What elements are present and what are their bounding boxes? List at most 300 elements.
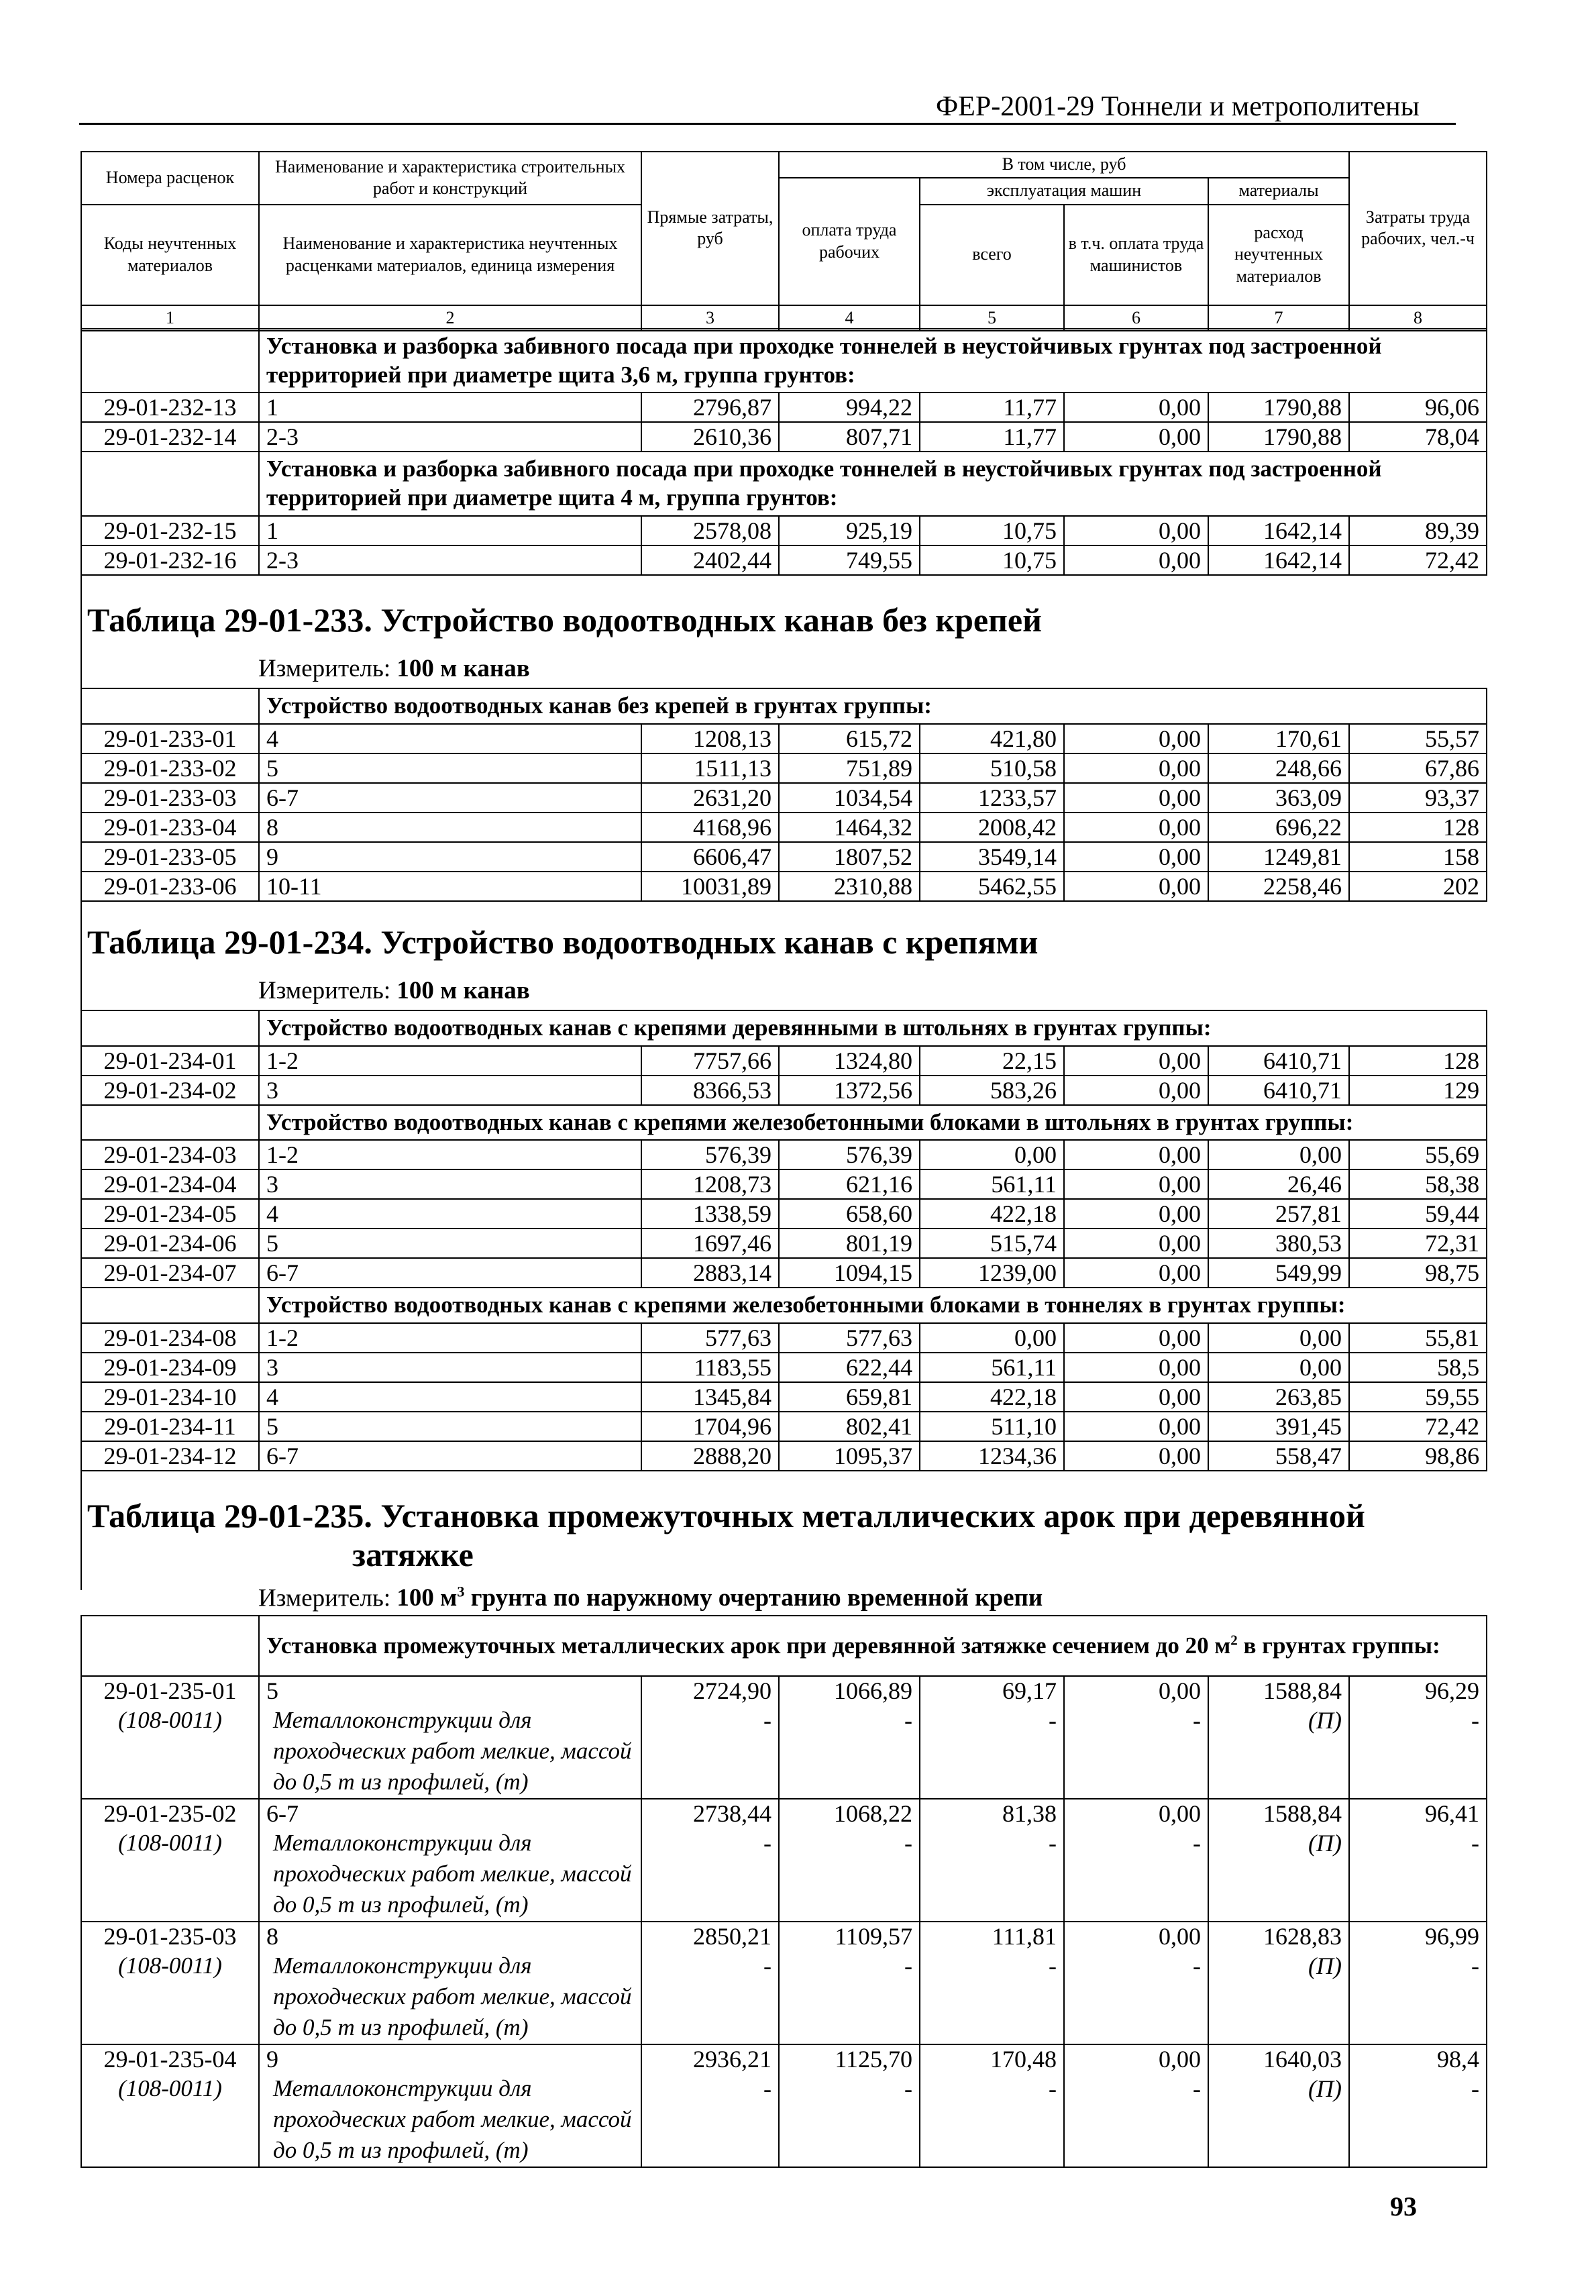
table-234-meter (258, 976, 530, 1005)
table-cell: 5 (259, 753, 641, 783)
header-name-col: Наименование и характеристика строительных работ и конструкций (259, 152, 641, 205)
table-cell: 81,38 (920, 1799, 1064, 1828)
table-cell: 4168,96 (641, 813, 779, 842)
table-cell: 801,19 (779, 1229, 920, 1258)
table-cell: 29-01-234-07 (81, 1258, 259, 1288)
table-cell: 29-01-232-15 (81, 516, 259, 545)
table-row (81, 1382, 1487, 1412)
table-cell: 5462,55 (920, 872, 1064, 901)
table-cell: 1234,36 (920, 1441, 1064, 1471)
header-including: В том числе, руб (779, 152, 1349, 178)
table-cell: 10,75 (920, 545, 1064, 575)
section-caption (259, 1616, 1487, 1676)
section-caption: Устройство водоотводных канав с крепями железобетонными блоками в штольнях в грунтах группы: (259, 1105, 1487, 1141)
table-cell: 1704,96 (641, 1412, 779, 1441)
table-cell: 22,15 (920, 1046, 1064, 1076)
table-cell: 2738,44 (641, 1799, 779, 1828)
section-232-table (81, 328, 1487, 576)
table-cell: 2258,46 (1208, 872, 1349, 901)
table-235-title (87, 1496, 1365, 1574)
table-cell: 994,22 (779, 393, 920, 422)
table-row (81, 783, 1487, 813)
meter-label: Измеритель: (258, 977, 391, 1004)
table-cell: 29-01-234-04 (81, 1169, 259, 1199)
table-cell: 29-01-233-02 (81, 753, 259, 783)
table-cell: 29-01-232-14 (81, 422, 259, 452)
material-cell: Металлоконструкции для проходческих работ мелкие, массой до 0,5 т из профилей, (т) (259, 2073, 641, 2167)
table-row (81, 1412, 1487, 1441)
material-cell: - (1349, 1950, 1487, 2044)
table-cell: 29-01-232-16 (81, 545, 259, 575)
col-number: 6 (1064, 305, 1208, 331)
table-cell: 1588,84 (1208, 1799, 1349, 1828)
table-cell: 29-01-233-05 (81, 842, 259, 872)
table-row (81, 1922, 1487, 1950)
meter-sup: 3 (457, 1583, 465, 1600)
material-cell: - (779, 2073, 920, 2167)
material-row (81, 2073, 1487, 2167)
material-row (81, 1828, 1487, 1922)
table-cell: 8366,53 (641, 1076, 779, 1105)
table-row (81, 1076, 1487, 1105)
table-cell: 549,99 (1208, 1258, 1349, 1288)
table-row (81, 422, 1487, 452)
table-cell: 2402,44 (641, 545, 779, 575)
table-235 (81, 1615, 1487, 2168)
material-cell: - (641, 1828, 779, 1922)
table-cell: 561,11 (920, 1169, 1064, 1199)
material-cell: (П) (1208, 1828, 1349, 1922)
table-cell: 2850,21 (641, 1922, 779, 1950)
table-cell: 0,00 (1064, 422, 1208, 452)
col-number: 1 (81, 305, 259, 331)
header-labor-hours: Затраты труда рабочих, чел.-ч (1349, 152, 1487, 305)
table-cell: 576,39 (779, 1140, 920, 1169)
table-cell: 0,00 (1064, 2044, 1208, 2073)
table-row (81, 2044, 1487, 2073)
table-cell: 3549,14 (920, 842, 1064, 872)
table-cell: 98,4 (1349, 2044, 1487, 2073)
table-cell: 0,00 (1064, 753, 1208, 783)
table-cell: 1642,14 (1208, 516, 1349, 545)
table-cell: 96,41 (1349, 1799, 1487, 1828)
table-cell: 67,86 (1349, 753, 1487, 783)
table-cell: 4 (259, 724, 641, 753)
table-cell: 5 (259, 1229, 641, 1258)
table-cell: 2631,20 (641, 783, 779, 813)
table-row (81, 842, 1487, 872)
material-cell: Металлоконструкции для проходческих работ мелкие, массой до 0,5 т из профилей, (т) (259, 1950, 641, 2044)
table-cell: 0,00 (1064, 1229, 1208, 1258)
table-cell: 577,63 (641, 1323, 779, 1353)
table-row (81, 1229, 1487, 1258)
table-cell: 1640,03 (1208, 2044, 1349, 2073)
caption-text: в грунтах группы: (1243, 1632, 1440, 1659)
table-cell: 0,00 (1064, 724, 1208, 753)
table-cell: 0,00 (1064, 1199, 1208, 1229)
table-cell: 380,53 (1208, 1229, 1349, 1258)
table-cell: 96,99 (1349, 1922, 1487, 1950)
table-cell: 10,75 (920, 516, 1064, 545)
table-row (81, 1140, 1487, 1169)
table-row (81, 1353, 1487, 1382)
page-number: 93 (1390, 2191, 1417, 2222)
material-cell: - (779, 1828, 920, 1922)
table-cell: 6-7 (259, 1441, 641, 1471)
table-cell: 0,00 (1064, 1441, 1208, 1471)
table-cell: 202 (1349, 872, 1487, 901)
table-233 (81, 688, 1487, 902)
meter-tail: грунта по наружному очертанию временной крепи (470, 1584, 1043, 1612)
table-cell: 29-01-235-03 (81, 1922, 259, 1950)
table-cell: 170,48 (920, 2044, 1064, 2073)
table-cell: 58,38 (1349, 1169, 1487, 1199)
table-cell: 583,26 (920, 1076, 1064, 1105)
table-cell: 1-2 (259, 1046, 641, 1076)
table-cell: 29-01-233-01 (81, 724, 259, 753)
header-total: всего (920, 205, 1064, 305)
table-cell: 7757,66 (641, 1046, 779, 1076)
table-cell: 1338,59 (641, 1199, 779, 1229)
table-cell: 10031,89 (641, 872, 779, 901)
table-235-title-line2: затяжке (352, 1536, 474, 1573)
table-cell: 78,04 (1349, 422, 1487, 452)
col-number: 2 (259, 305, 641, 331)
table-cell: 55,69 (1349, 1140, 1487, 1169)
material-cell: - (1064, 1828, 1208, 1922)
section-232-caption2 (81, 452, 1487, 515)
section-caption: Устройство водоотводных канав с крепями деревянными в штольнях в грунтах группы: (259, 1010, 1487, 1046)
col-number: 4 (779, 305, 920, 331)
table-cell: 1239,00 (920, 1258, 1064, 1288)
table-cell: 29-01-234-05 (81, 1199, 259, 1229)
section-caption: Устройство водоотводных канав с крепями железобетонными блоками в тоннелях в грунтах группы: (259, 1288, 1487, 1323)
table-cell: 11,77 (920, 393, 1064, 422)
material-cell: (П) (1208, 2073, 1349, 2167)
table-234 (81, 1010, 1487, 1471)
table-cell: 111,81 (920, 1922, 1064, 1950)
table-cell: 421,80 (920, 724, 1064, 753)
table-cell: 129 (1349, 1076, 1487, 1105)
table-cell: 2610,36 (641, 422, 779, 452)
material-cell: - (1349, 2073, 1487, 2167)
table-cell: 659,81 (779, 1382, 920, 1412)
table-cell: 1068,22 (779, 1799, 920, 1828)
material-cell: - (920, 2073, 1064, 2167)
table-233-meter (258, 654, 530, 683)
table-cell: 98,86 (1349, 1441, 1487, 1471)
table-cell: 0,00 (1064, 516, 1208, 545)
header-materials: материалы (1208, 178, 1349, 205)
table-cell: 6606,47 (641, 842, 779, 872)
material-cell: - (1349, 1828, 1487, 1922)
table-234-title: Таблица 29-01-234. Устройство водоотводных канав с крепями (87, 923, 1039, 961)
material-cell: (П) (1208, 1705, 1349, 1799)
table-cell: 5 (259, 1676, 641, 1705)
table-cell: 391,45 (1208, 1412, 1349, 1441)
table-cell: 3 (259, 1076, 641, 1105)
table-row (81, 1169, 1487, 1199)
table-cell: 11,77 (920, 422, 1064, 452)
header-machinist-pay: в т.ч. оплата труда машинистов (1064, 205, 1208, 305)
table-cell: 802,41 (779, 1412, 920, 1441)
meter-value: 100 м (396, 1584, 458, 1612)
table-cell: 1208,73 (641, 1169, 779, 1199)
table-cell: 1109,57 (779, 1922, 920, 1950)
table-cell: 0,00 (920, 1323, 1064, 1353)
table-cell: 422,18 (920, 1199, 1064, 1229)
table-cell: 807,71 (779, 422, 920, 452)
table-cell: 29-01-233-06 (81, 872, 259, 901)
header-worker-pay: оплата труда рабочих (779, 178, 920, 305)
table-cell: 576,39 (641, 1140, 779, 1169)
table-cell: 98,75 (1349, 1258, 1487, 1288)
table-cell: 0,00 (1064, 1922, 1208, 1950)
table-cell: 10-11 (259, 872, 641, 901)
table-cell: 6-7 (259, 1799, 641, 1828)
table-cell: 6-7 (259, 1258, 641, 1288)
table-cell: 0,00 (1208, 1353, 1349, 1382)
table-cell: 5 (259, 1412, 641, 1441)
table-cell: 1790,88 (1208, 393, 1349, 422)
table-cell: 2-3 (259, 545, 641, 575)
table-cell: 1066,89 (779, 1676, 920, 1705)
material-cell: (108-0011) (81, 1950, 259, 2044)
material-cell: - (779, 1950, 920, 2044)
table-cell: 69,17 (920, 1676, 1064, 1705)
table-cell: 29-01-234-02 (81, 1076, 259, 1105)
table-cell: 2-3 (259, 422, 641, 452)
col-number: 8 (1349, 305, 1487, 331)
header-material-use: расход неучтенных материалов (1208, 205, 1349, 305)
table-row (81, 1676, 1487, 1705)
material-cell: - (1064, 1705, 1208, 1799)
table-cell: 55,57 (1349, 724, 1487, 753)
table-row (81, 1258, 1487, 1288)
header-code-col: Номера расценок (81, 152, 259, 205)
table-235-meter (258, 1583, 1043, 1612)
table-cell: 1 (259, 393, 641, 422)
table-cell: 696,22 (1208, 813, 1349, 842)
table-cell: 29-01-234-12 (81, 1441, 259, 1471)
table-cell: 1642,14 (1208, 545, 1349, 575)
table-cell: 0,00 (1064, 842, 1208, 872)
table-cell: 2936,21 (641, 2044, 779, 2073)
table-cell: 4 (259, 1382, 641, 1412)
table-cell: 0,00 (1208, 1323, 1349, 1353)
table-cell: 1233,57 (920, 783, 1064, 813)
section-caption: Устройство водоотводных канав без крепей в грунтах группы: (259, 688, 1487, 724)
table-cell: 2578,08 (641, 516, 779, 545)
table-cell: 248,66 (1208, 753, 1349, 783)
table-cell: 0,00 (1064, 1258, 1208, 1288)
table-cell: 0,00 (920, 1140, 1064, 1169)
table-cell: 263,85 (1208, 1382, 1349, 1412)
table-cell: 1 (259, 516, 641, 545)
section-caption: Установка и разборка забивного посада при проходке тоннелей в неустойчивых грунтах под застроенной территорией при диаметре щита 3,6 м, группа грунтов: (259, 329, 1487, 393)
table-cell: 1324,80 (779, 1046, 920, 1076)
table-cell: 510,58 (920, 753, 1064, 783)
meter-value: 100 м канав (396, 655, 530, 682)
header-code-col-2: Коды неучтенных материалов (81, 205, 259, 305)
col-number: 7 (1208, 305, 1349, 331)
table-cell: 0,00 (1064, 783, 1208, 813)
table-cell: 29-01-234-08 (81, 1323, 259, 1353)
material-cell: - (920, 1828, 1064, 1922)
table-cell: 6-7 (259, 783, 641, 813)
table-cell: 72,31 (1349, 1229, 1487, 1258)
table-cell: 2724,90 (641, 1676, 779, 1705)
table-cell: 170,61 (1208, 724, 1349, 753)
meter-value: 100 м канав (396, 977, 530, 1004)
table-cell: 59,44 (1349, 1199, 1487, 1229)
table-233-title: Таблица 29-01-233. Устройство водоотводных канав без крепей (87, 601, 1042, 639)
table-cell: 751,89 (779, 753, 920, 783)
table-row (81, 516, 1487, 545)
table-row (81, 1046, 1487, 1076)
table-cell: 658,60 (779, 1199, 920, 1229)
table-cell: 89,39 (1349, 516, 1487, 545)
table-cell: 925,19 (779, 516, 920, 545)
table-cell: 2008,42 (920, 813, 1064, 842)
table-cell: 59,55 (1349, 1382, 1487, 1412)
table-cell: 3 (259, 1353, 641, 1382)
table-row (81, 1323, 1487, 1353)
table-cell: 93,37 (1349, 783, 1487, 813)
table-cell: 128 (1349, 1046, 1487, 1076)
table-cell: 0,00 (1064, 1140, 1208, 1169)
table-cell: 1034,54 (779, 783, 920, 813)
table-cell: 96,06 (1349, 393, 1487, 422)
table-row (81, 393, 1487, 422)
table-cell: 0,00 (1064, 393, 1208, 422)
table-row (81, 753, 1487, 783)
material-cell: (108-0011) (81, 1828, 259, 1922)
material-cell: - (920, 1950, 1064, 2044)
table-cell: 128 (1349, 813, 1487, 842)
material-row (81, 1950, 1487, 2044)
col-number: 3 (641, 305, 779, 331)
table-cell: 58,5 (1349, 1353, 1487, 1382)
table-cell: 2883,14 (641, 1258, 779, 1288)
meter-label: Измеритель: (258, 1584, 391, 1612)
table-cell: 0,00 (1064, 1412, 1208, 1441)
table-cell: 72,42 (1349, 545, 1487, 575)
table-cell: 515,74 (920, 1229, 1064, 1258)
table-cell: 1-2 (259, 1323, 641, 1353)
table-cell: 0,00 (1064, 1676, 1208, 1705)
table-cell: 8 (259, 1922, 641, 1950)
table-cell: 1511,13 (641, 753, 779, 783)
table-cell: 1464,32 (779, 813, 920, 842)
table-cell: 1790,88 (1208, 422, 1349, 452)
table-row (81, 1799, 1487, 1828)
section-caption: Установка и разборка забивного посада при проходке тоннелей в неустойчивых грунтах под застроенной территорией при диаметре щита 4 м, группа грунтов: (259, 452, 1487, 515)
material-row (81, 1705, 1487, 1799)
table-cell: 29-01-234-11 (81, 1412, 259, 1441)
material-cell: Металлоконструкции для проходческих работ мелкие, массой до 0,5 т из профилей, (т) (259, 1828, 641, 1922)
table-row (81, 545, 1487, 575)
table-cell: 1697,46 (641, 1229, 779, 1258)
table-cell: 2796,87 (641, 393, 779, 422)
table-cell: 0,00 (1208, 1140, 1349, 1169)
material-cell: - (641, 1705, 779, 1799)
table-cell: 621,16 (779, 1169, 920, 1199)
table-cell: 0,00 (1064, 1382, 1208, 1412)
header-rule (79, 123, 1456, 125)
table-cell: 29-01-232-13 (81, 393, 259, 422)
table-cell: 29-01-233-03 (81, 783, 259, 813)
material-cell: (П) (1208, 1950, 1349, 2044)
table-cell: 29-01-235-01 (81, 1676, 259, 1705)
table-cell: 1094,15 (779, 1258, 920, 1288)
table-cell: 622,44 (779, 1353, 920, 1382)
table-cell: 0,00 (1064, 813, 1208, 842)
col-number: 5 (920, 305, 1064, 331)
table-cell: 29-01-234-09 (81, 1353, 259, 1382)
table-cell: 561,11 (920, 1353, 1064, 1382)
table-cell: 72,42 (1349, 1412, 1487, 1441)
table-cell: 26,46 (1208, 1169, 1349, 1199)
table-cell: 9 (259, 842, 641, 872)
table-cell: 29-01-233-04 (81, 813, 259, 842)
header-machines: эксплуатация машин (920, 178, 1208, 205)
table-cell: 577,63 (779, 1323, 920, 1353)
table-235-title-line1: Таблица 29-01-235. Установка промежуточных металлических арок при деревянной (87, 1497, 1365, 1534)
table-cell: 6410,71 (1208, 1076, 1349, 1105)
table-cell: 0,00 (1064, 1323, 1208, 1353)
table-cell: 3 (259, 1169, 641, 1199)
table-cell: 1372,56 (779, 1076, 920, 1105)
table-cell: 8 (259, 813, 641, 842)
caption-sup: 2 (1230, 1632, 1238, 1648)
table-cell: 29-01-235-02 (81, 1799, 259, 1828)
table-cell: 0,00 (1064, 872, 1208, 901)
meter-label: Измеритель: (258, 655, 391, 682)
material-cell: - (920, 1705, 1064, 1799)
material-cell: - (1064, 2073, 1208, 2167)
table-row (81, 1199, 1487, 1229)
table-cell: 0,00 (1064, 1046, 1208, 1076)
material-cell: Металлоконструкции для проходческих работ мелкие, массой до 0,5 т из профилей, (т) (259, 1705, 641, 1799)
material-cell: - (641, 1950, 779, 2044)
table-cell: 9 (259, 2044, 641, 2073)
table-row (81, 872, 1487, 901)
table-cell: 1249,81 (1208, 842, 1349, 872)
table-cell: 2888,20 (641, 1441, 779, 1471)
column-header-table (81, 151, 1487, 331)
table-cell: 0,00 (1064, 1169, 1208, 1199)
table-row (81, 813, 1487, 842)
table-cell: 29-01-235-04 (81, 2044, 259, 2073)
table-cell: 29-01-234-03 (81, 1140, 259, 1169)
table-cell: 363,09 (1208, 783, 1349, 813)
page-header: ФЕР-2001-29 Тоннели и метрополитены (936, 91, 1420, 122)
material-cell: - (779, 1705, 920, 1799)
table-cell: 29-01-234-06 (81, 1229, 259, 1258)
table-cell: 1208,13 (641, 724, 779, 753)
table-cell: 29-01-234-10 (81, 1382, 259, 1412)
table-cell: 511,10 (920, 1412, 1064, 1441)
table-cell: 257,81 (1208, 1199, 1349, 1229)
table-cell: 0,00 (1064, 1353, 1208, 1382)
material-cell: - (1349, 1705, 1487, 1799)
material-cell: - (1064, 1950, 1208, 2044)
header-direct-costs: Прямые затраты, руб (641, 152, 779, 305)
left-rule (81, 1469, 82, 1590)
table-cell: 55,81 (1349, 1323, 1487, 1353)
table-row (81, 724, 1487, 753)
